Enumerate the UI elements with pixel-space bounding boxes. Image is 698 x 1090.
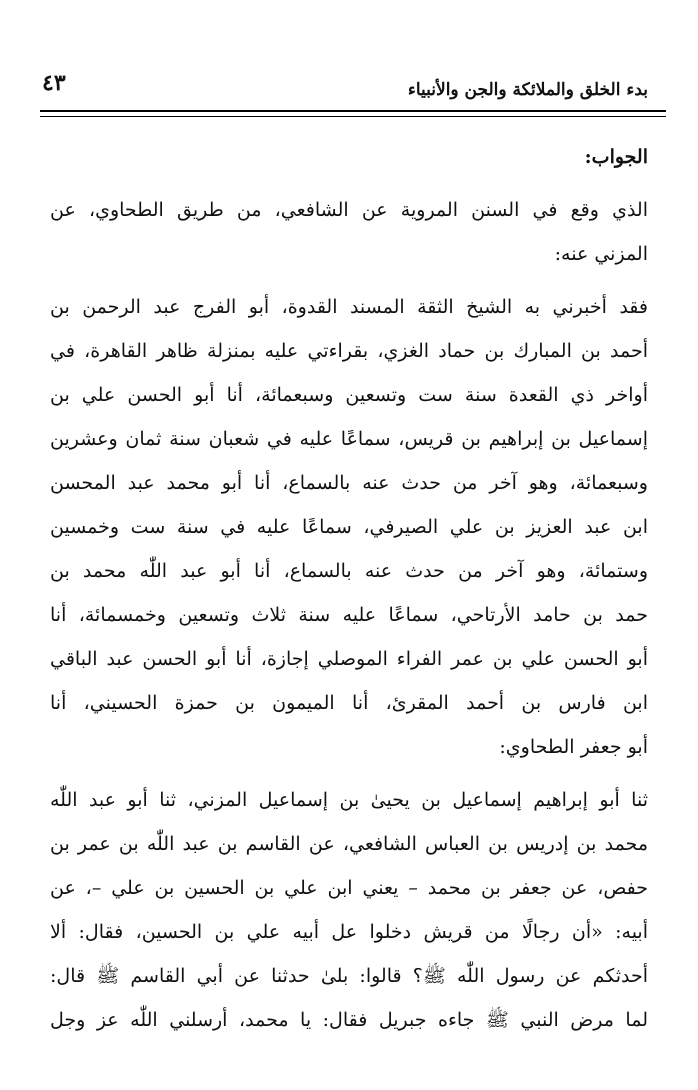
text-line: إسماعيل بن إبراهيم بن قريس، سماعًا عليه في شعبان سنة ثمان وعشرين — [50, 428, 648, 450]
page-number: ٤٣ — [42, 70, 66, 96]
text-line: ابن عبد العزيز بن علي الصيرفي، سماعًا عليه في سنة ست وخمسين — [50, 516, 648, 538]
header-rule-thin — [40, 116, 666, 117]
text-line: أبيه: «أن رجالًا من قريش دخلوا عل أبيه علي بن الحسين، فقال: ألا — [50, 921, 648, 943]
text-line: ثنا أبو إبراهيم إسماعيل بن يحيىٰ بن إسماعيل المزني، ثنا أبو عبد اللّٰه — [50, 789, 648, 811]
text-line: الذي وقع في السنن المروية عن الشافعي، من طريق الطحاوي، عن — [50, 199, 648, 221]
text-line: لما مرض النبي ﷺ جاءه جبريل فقال: يا محمد، أرسلني اللّٰه عز وجل — [50, 1009, 648, 1031]
text-line: أبو الحسن علي بن عمر الفراء الموصلي إجازة، أنا أبو الحسن عبد الباقي — [50, 648, 648, 670]
text-line: أبو جعفر الطحاوي: — [499, 736, 648, 758]
text-line: أواخر ذي القعدة سنة ست وتسعين وسبعمائة، أنا أبو الحسن علي بن — [50, 384, 648, 406]
text-line: ابن فارس بن أحمد المقرئ، أنا الميمون بن حمزة الحسيني، أنا — [50, 692, 648, 714]
text-line: المزني عنه: — [554, 243, 648, 265]
text-line: وستمائة، وهو آخر من حدث عنه بالسماع، أنا أبو عبد اللّٰه محمد بن — [50, 560, 648, 582]
section-heading: الجواب: — [584, 146, 648, 168]
running-title: بدء الخلق والملائكة والجن والأنبياء — [407, 80, 648, 100]
header-rule-thick — [40, 110, 666, 112]
text-line: وسبعمائة، وهو آخر من حدث عنه بالسماع، أنا أبو محمد عبد المحسن — [50, 472, 648, 494]
text-line: أحمد بن المبارك بن حماد الغزي، بقراءتي عليه بمنزلة ظاهر القاهرة، في — [50, 340, 648, 362]
text-line: حمد بن حامد الأرتاحي، سماعًا عليه سنة ثلاث وتسعين وخمسمائة، أنا — [50, 604, 648, 626]
text-line: محمد بن إدريس بن العباس الشافعي، عن القاسم بن عبد اللّٰه بن عمر بن — [50, 833, 648, 855]
text-line: فقد أخبرني به الشيخ الثقة المسند القدوة، أبو الفرج عبد الرحمن بن — [50, 296, 648, 318]
text-line: أحدثكم عن رسول اللّٰه ﷺ؟ قالوا: بلىٰ حدثنا عن أبي القاسم ﷺ قال: — [50, 965, 648, 987]
text-line: حفص، عن جعفر بن محمد – يعني ابن علي بن الحسين بن علي –، عن — [50, 877, 648, 899]
